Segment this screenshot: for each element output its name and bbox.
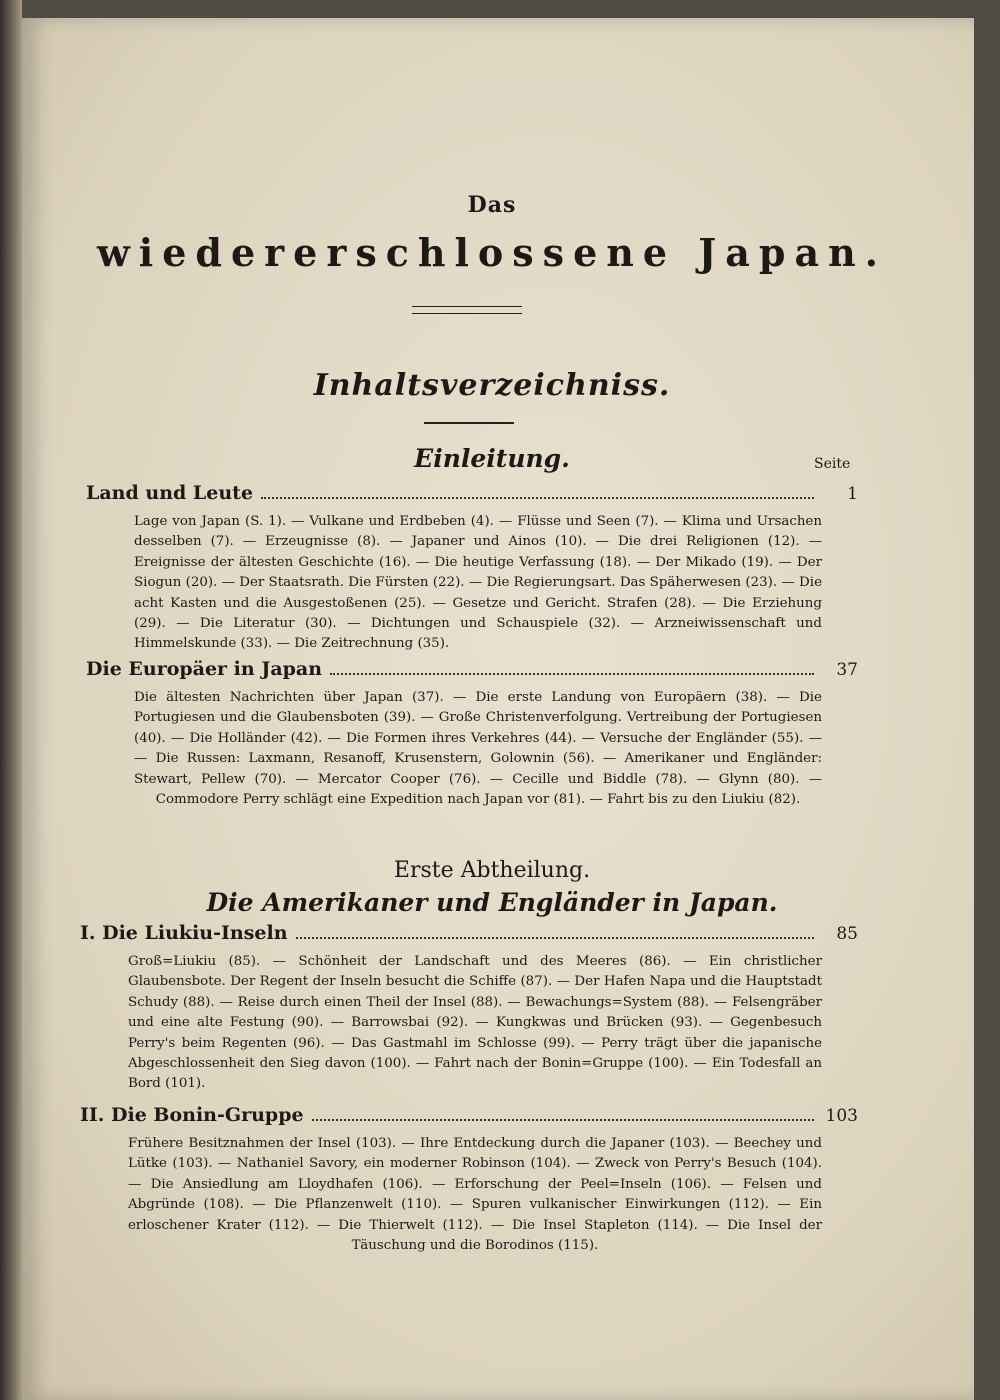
toc-page-number: 1 [847,484,858,504]
toc-entry-heading: Land und Leute [86,482,254,504]
toc-entry-description: Die ältesten Nachrichten über Japan (37). — Die erste Landung von Europäern (38). — Die Portugiesen und die Glaubensboten (39). — Große Christenverfolgung. Vertreibung der Portugiesen (40). — Die Holländer (42). — Die Formen ihres Verkehres (44). — Versuche der Engländer (55). — — Die Russen: Laxmann, Resanoff, Krusenstern, Golownin (56). — Amerikaner und Engländer: Stewart, Pellew (70). — Mercator Cooper (76). — Cecille und Biddle (78). — Glynn (80). — Commodore Perry schlägt eine Expedition nach Japan vor (81). — Fahrt bis zu den Liukiu (82). [134,690,822,808]
leader-dots [330,673,814,675]
toc-entry-description: Frühere Besitznahmen der Insel (103). — Ihre Entdeckung durch die Japaner (103). — Beechey und Lütke (103). — Nathaniel Savory, ein moderner Robinson (104). — Zweck von Perry's Besuch (104). — Die Ansiedlung am Lloydhafen (106). — Erforschung der Peel=Inseln (106). — Felsen und Abgründe (108). — Die Pflanzenwelt (110). — Spuren vulkanischer Einwirkungen (112). — Ein erloschener Krater (112). — Die Thierwelt (112). — Die Insel Stapleton (114). — Die Insel der Täuschung und die Borodinos (115). [128,1136,822,1254]
title-rule [424,422,514,424]
toc-entry-heading: II. Die Bonin-Gruppe [80,1104,304,1126]
toc-entry-line [80,1104,858,1130]
toc-entry-line [80,922,858,948]
page-column-label: Seite [814,456,851,472]
toc-entry-line [86,482,858,508]
leader-dots [261,497,814,499]
toc-title: Inhaltsverzeichniss. [313,368,671,403]
toc-entry-description: Lage von Japan (S. 1). — Vulkane und Erdbeben (4). — Flüsse und Seen (7). — Klima und Ursachen desselben (7). — Erzeugnisse (8). — Japaner und Ainos (10). — Die drei Religionen (12). — Ereignisse der ältesten Geschichte (16). — Die heutige Verfassung (18). — Der Mikado (19). — Der Siogun (20). — Der Staatsrath. Die Fürsten (22). — Die Regierungsart. Das Späherwesen (23). — Die acht Kasten und die Ausgestoßenen (25). — Gesetze und Gericht. Strafen (28). — Die Erziehung (29). — Die Literatur (30). — Dichtungen und Schauspiele (32). — Arzneiwissenschaft und Himmelskunde (33). — Die Zeitrechnung (35). [134,514,822,652]
leader-dots [296,937,814,939]
toc-entry-europaer [86,658,858,810]
toc-page-number: 37 [836,660,858,680]
toc-entry-land [86,482,858,655]
toc-entry-line [86,658,858,684]
toc-entry-heading: Die Europäer in Japan [86,658,323,680]
pre-title: Das [467,192,517,218]
ornament-divider [412,306,522,314]
leader-dots [312,1119,814,1121]
toc-entry-heading: I. Die Liukiu-Inseln [80,922,288,944]
toc-entry-description: Groß=Liukiu (85). — Schönheit der Landschaft und des Meeres (86). — Ein christlicher Glaubensbote. Der Regent der Inseln besucht die Schiffe (87). — Der Hafen Napa und die Hauptstadt Schudy (88). — Reise durch einen Theil der Insel (88). — Bewachungs=System (88). — Felsengräber und eine alte Festung (90). — Barrowsbai (92). — Kungkwas und Brücken (93). — Gegenbesuch Perry's beim Regenten (96). — Das Gastmahl im Schlosse (99). — Perry trägt über die japanische Abgeschlossenheit den Sieg davon (100). — Fahrt nach der Bonin=Gruppe (100). — Ein Todesfall an Bord (101). [128,954,822,1092]
book-spine [0,0,22,1400]
toc-page-number: 103 [825,1106,858,1126]
intro-heading: Einleitung. [414,444,570,473]
book-page [22,18,974,1400]
book-title: wiedererschlossene Japan. [97,230,887,275]
part-label: Erste Abtheilung. [393,858,591,883]
toc-entry-bonin [80,1104,858,1256]
toc-page-number: 85 [836,924,858,944]
part-title: Die Amerikaner und Engländer in Japan. [206,888,778,917]
toc-entry-liukiu [80,922,858,1095]
